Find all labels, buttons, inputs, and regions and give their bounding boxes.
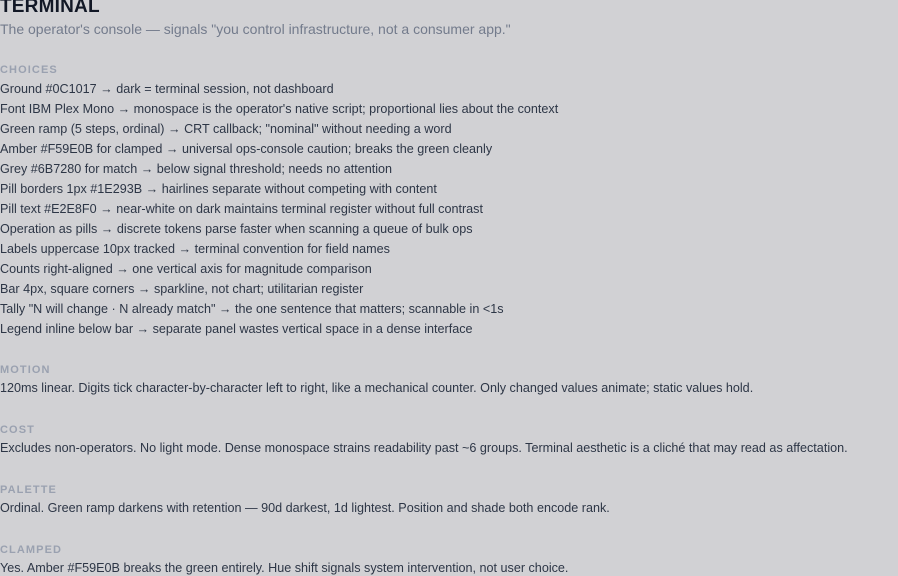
list-item: Pill borders 1px #1E293B → hairlines separate without competing with content [0,182,437,196]
list-item: Bar 4px, square corners → sparkline, not chart; utilitarian register [0,282,364,296]
list-item: Operation as pills → discrete tokens parse faster when scanning a queue of bulk ops [0,222,473,236]
palette-text: Ordinal. Green ramp darkens with retention — 90d darkest, 1d lightest. Position and shade both encode rank. [0,501,610,515]
list-item: Ground #0C1017 → dark = terminal session, not dashboard [0,82,334,96]
motion-text: 120ms linear. Digits tick character-by-character left to right, like a mechanical counter. Only changed values animate; static values hold. [0,381,754,395]
list-item: Pill text #E2E8F0 → near-white on dark maintains terminal register without full contrast [0,202,483,216]
list-item: Green ramp (5 steps, ordinal) → CRT callback; "nominal" without needing a word [0,122,452,136]
list-item: Tally "N will change · N already match" → the one sentence that matters; scannable in <1s [0,302,504,316]
clamped-text: Yes. Amber #F59E0B breaks the green entirely. Hue shift signals system intervention, not user choice. [0,561,569,575]
cost-text: Excludes non-operators. No light mode. Dense monospace strains readability past ~6 groups. Terminal aesthetic is a cliché that may read as affectation. [0,441,848,455]
list-item: Counts right-aligned → one vertical axis for magnitude comparison [0,262,372,276]
list-item: Amber #F59E0B for clamped → universal ops-console caution; breaks the green cleanly [0,142,493,156]
section-label-motion: MOTION [0,364,51,376]
list-item: Grey #6B7280 for match → below signal threshold; needs no attention [0,162,393,176]
page-title: TERMINAL [0,0,100,17]
list-item: Labels uppercase 10px tracked → terminal convention for field names [0,242,390,256]
section-label-cost: COST [0,424,35,436]
choices-list [0,79,558,339]
section-label-choices: CHOICES [0,64,58,76]
page-subtitle: The operator's console — signals "you control infrastructure, not a consumer app." [0,21,511,37]
section-label-clamped: CLAMPED [0,544,63,556]
list-item: Font IBM Plex Mono → monospace is the operator's native script; proportional lies about the context [0,102,559,116]
section-label-palette: PALETTE [0,484,57,496]
list-item: Legend inline below bar → separate panel wastes vertical space in a dense interface [0,322,473,336]
